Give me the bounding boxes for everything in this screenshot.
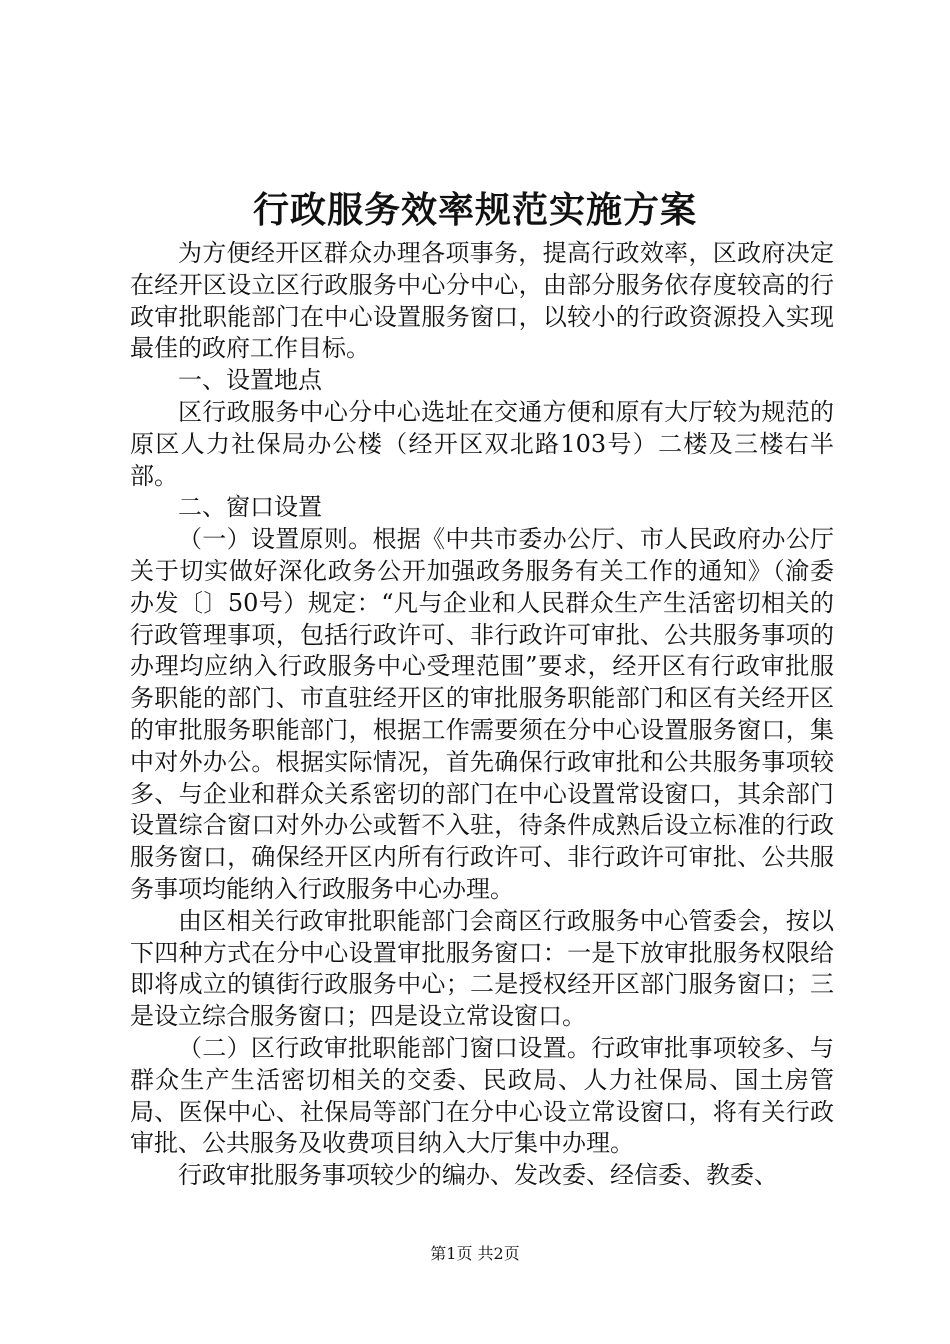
- paragraph-location: 区行政服务中心分中心选址在交通方便和原有大厅较为规范的原区人力社保局办公楼（经开区双北路103号）二楼及三楼右半部。: [130, 397, 834, 490]
- document-title: 行政服务效率规范实施方案: [252, 189, 697, 231]
- paragraph-fewer-items: 行政审批服务事项较少的编办、发改委、经信委、教委、: [178, 1161, 778, 1190]
- paragraph-intro: 为方便经开区群众办理各项事务，提高行政效率，区政府决定在经开区设立区行政服务中心分中心，由部分服务依存度较高的行政审批职能部门在中心设置服务窗口，以较小的行政资源投入实现最佳的政府工作目标。: [130, 239, 834, 363]
- paragraph-principles: （一）设置原则。根据《中共市委办公厅、市人民政府办公厅关于切实做好深化政务公开加强政务服务有关工作的通知》（渝委办发〔〕50号）规定：“凡与企业和人民群众生产生活密切相关的行政管理事项，包括行政许可、非行政许可审批、公共服务事项的办理均应纳入行政服务中心受理范围”要求，经开区有行政审批服务职能的部门、市直驻经开区的审批服务职能部门和区有关经开区的审批服务职能部门，根据工作需要须在分中心设置服务窗口，集中对外办公。根据实际情况，首先确保行政审批和公共服务事项较多、与企业和群众关系密切的部门在中心设置常设窗口，其余部门设置综合窗口对外办公或暂不入驻，待条件成熟后设立标准的行政服务窗口，确保经开区内所有行政许可、非行政许可审批、公共服务事项均能纳入行政服务中心办理。: [130, 525, 834, 903]
- paragraph-four-methods: 由区相关行政审批职能部门会商区行政服务中心管委会，按以下四种方式在分中心设置审批服务窗口：一是下放审批服务权限给即将成立的镇街行政服务中心；二是授权经开区部门服务窗口；三是设立综合服务窗口；四是设立常设窗口。: [130, 906, 834, 1031]
- paragraph-department-windows: （二）区行政审批职能部门窗口设置。行政审批事项较多、与群众生产生活密切相关的交委、民政局、人力社保局、国土房管局、医保中心、社保局等部门在分中心设立常设窗口，将有关行政审批、公共服务及收费项目纳入大厅集中办理。: [130, 1033, 834, 1158]
- page-footer: 第1页 共2页: [430, 1244, 520, 1263]
- document-body: [130, 238, 834, 1192]
- section-heading-location: 一、设置地点: [178, 366, 322, 395]
- section-heading-windows: 二、窗口设置: [178, 493, 322, 522]
